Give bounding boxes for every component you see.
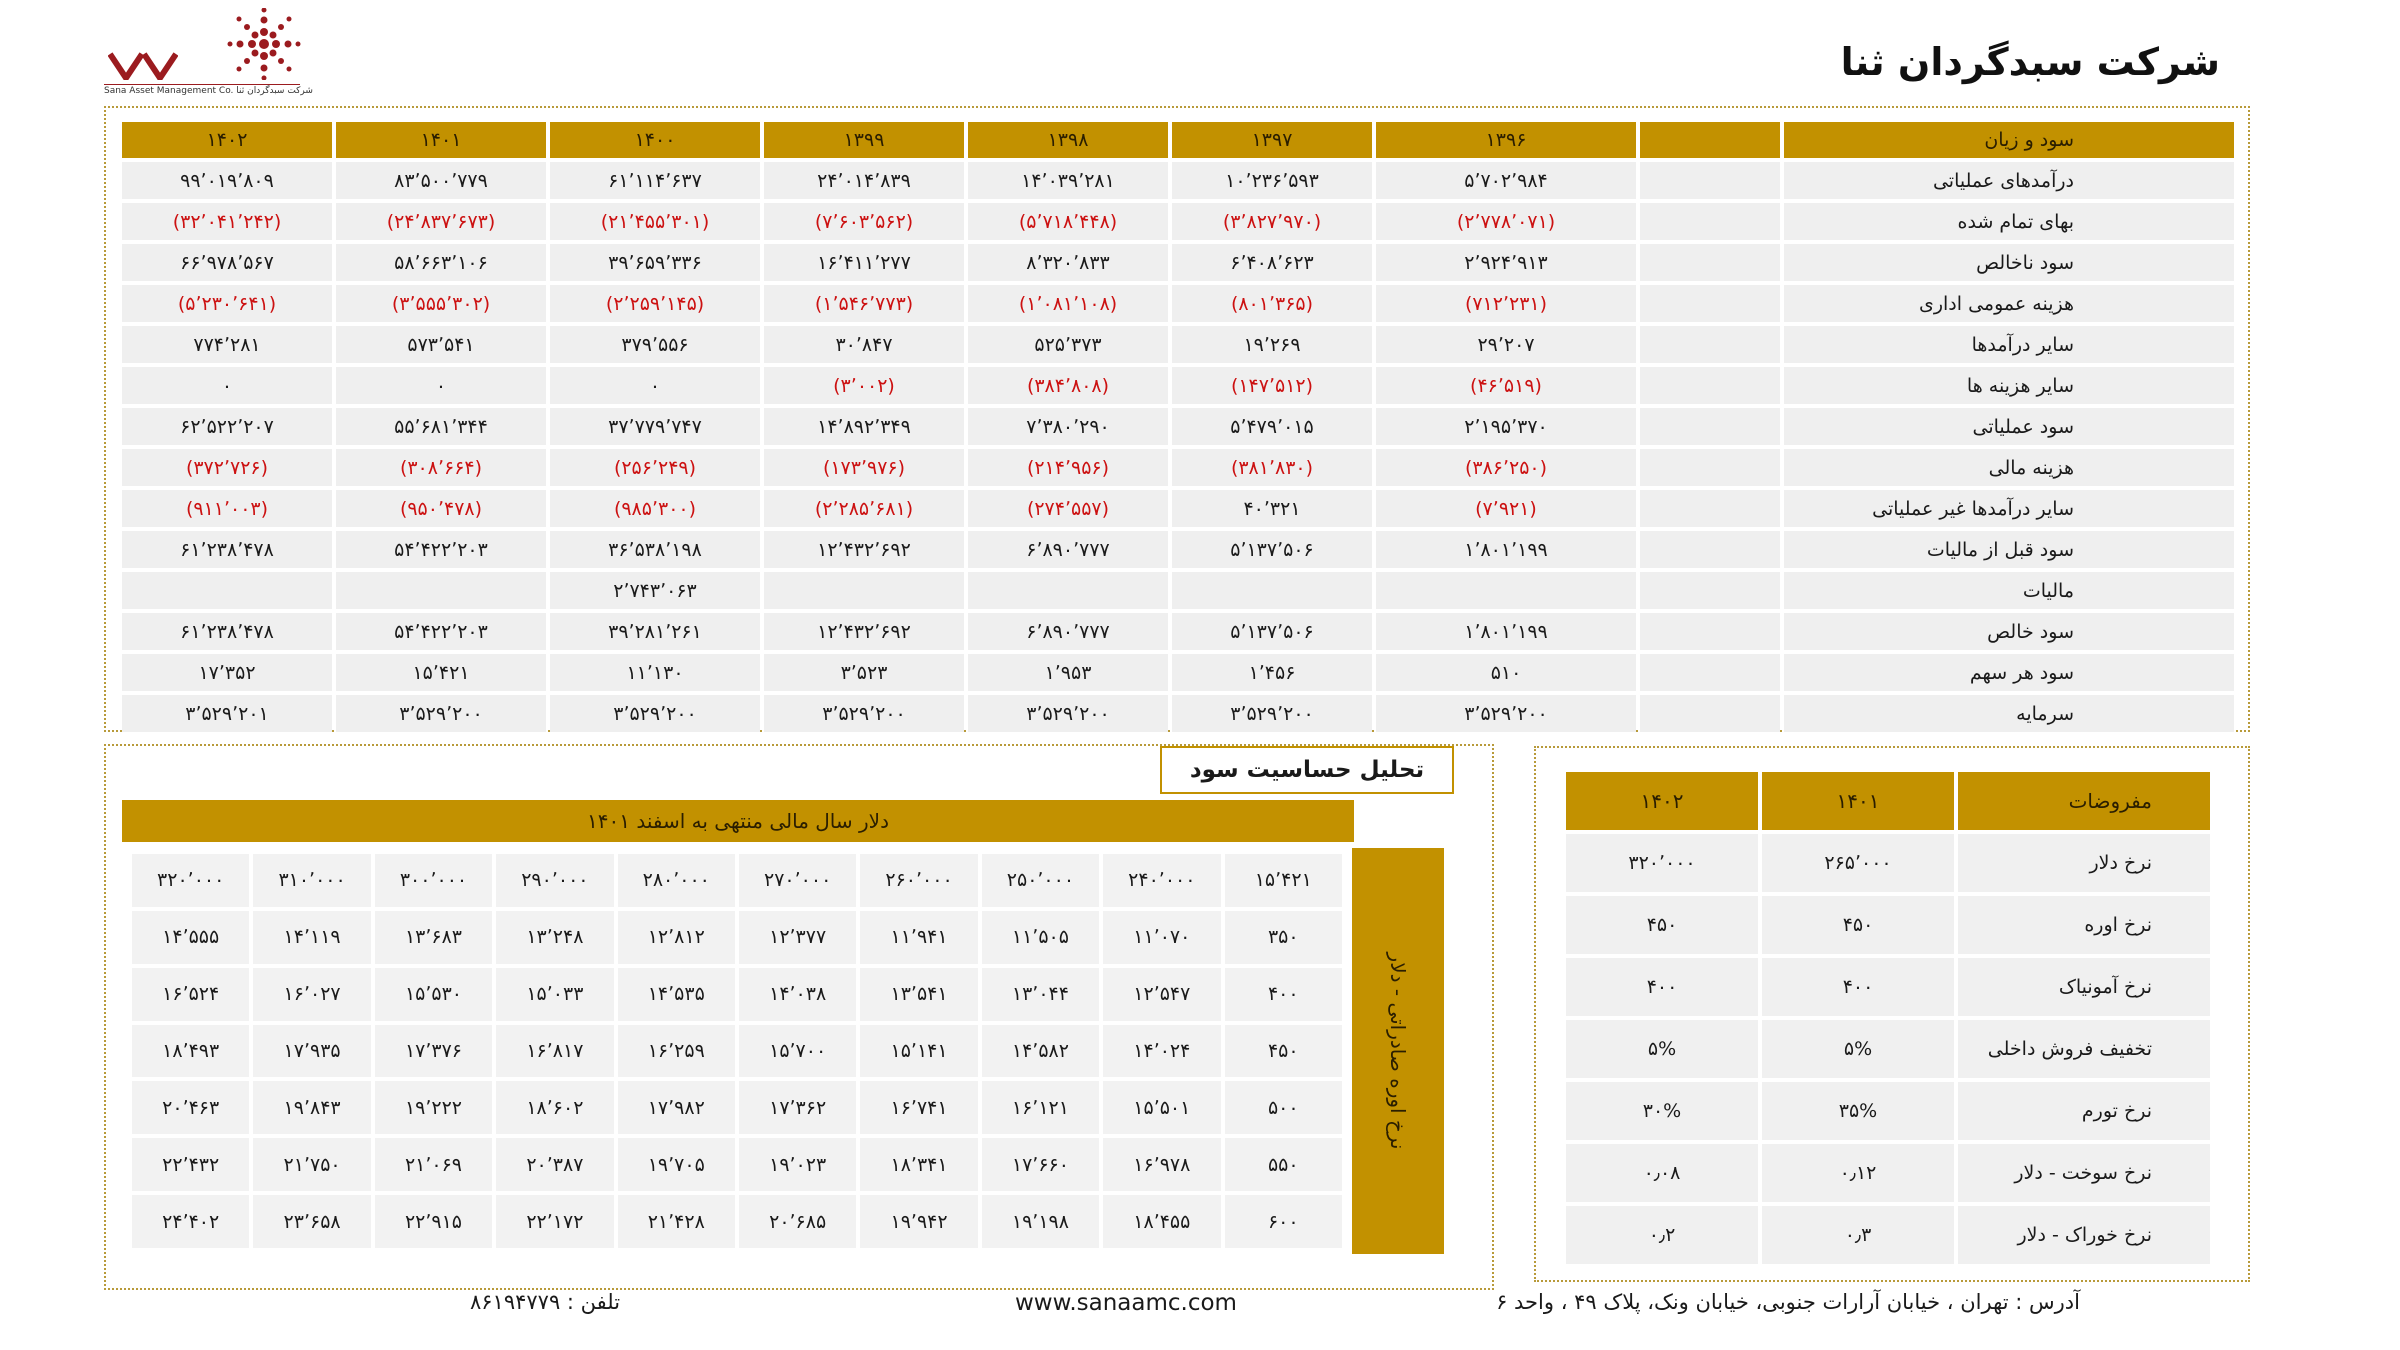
sensitivity-cell: ۱۶٬۰۲۷: [253, 968, 370, 1021]
sensitivity-cell: ۱۹٬۰۲۳: [739, 1138, 856, 1191]
assumption-row: [1566, 1206, 2210, 1264]
profit-loss-cell: ۸۳٬۵۰۰٬۷۷۹: [336, 162, 546, 199]
profit-loss-cell: [968, 572, 1168, 609]
sensitivity-cell: ۲۲٬۹۱۵: [375, 1195, 492, 1248]
year-header: ۱۳۹۸: [968, 122, 1168, 158]
profit-loss-row: [122, 326, 2234, 363]
assumption-value: ۳۰%: [1566, 1082, 1758, 1140]
profit-loss-cell: [1376, 572, 1636, 609]
profit-loss-cell: ۱۴٬۰۳۹٬۲۸۱: [968, 162, 1168, 199]
sensitivity-cell: ۱۴٬۵۵۵: [132, 911, 249, 964]
sensitivity-row: [132, 911, 1342, 964]
sensitivity-cell: ۲۰٬۶۸۵: [739, 1195, 856, 1248]
profit-loss-row-label: هزینه عمومی اداری: [1784, 285, 2234, 322]
sensitivity-cell: ۱۹٬۷۰۵: [618, 1138, 735, 1191]
profit-loss-blank-cell: [1640, 244, 1780, 281]
profit-loss-blank-cell: [1640, 162, 1780, 199]
profit-loss-cell: (۲۱۴٬۹۵۶): [968, 449, 1168, 486]
sensitivity-cell: ۱۷٬۹۸۲: [618, 1081, 735, 1134]
profit-loss-cell: ۲٬۹۲۴٬۹۱۳: [1376, 244, 1636, 281]
profit-loss-row: [122, 367, 2234, 404]
profit-loss-cell: ۴۰٬۳۲۱: [1172, 490, 1372, 527]
assumption-value: ۳۲۰٬۰۰۰: [1566, 834, 1758, 892]
sensitivity-row: [132, 1138, 1342, 1191]
profit-loss-cell: ۳۹٬۶۵۹٬۳۳۶: [550, 244, 760, 281]
assumption-row: [1566, 958, 2210, 1016]
profit-loss-row-label: سایر درآمدها غیر عملیاتی: [1784, 490, 2234, 527]
sensitivity-cell: ۲۵۰٬۰۰۰: [982, 854, 1099, 907]
sensitivity-cell: ۱۶٬۸۱۷: [496, 1025, 613, 1078]
assumption-row: [1566, 896, 2210, 954]
sensitivity-cell: ۱۷٬۶۶۰: [982, 1138, 1099, 1191]
sensitivity-cell: ۱۴٬۰۲۴: [1103, 1025, 1220, 1078]
profit-loss-row-label: سایر درآمدها: [1784, 326, 2234, 363]
profit-loss-cell: ۵٬۴۷۹٬۰۱۵: [1172, 408, 1372, 445]
profit-loss-row: [122, 490, 2234, 527]
sensitivity-cell: ۱۵٬۵۰۱: [1103, 1081, 1220, 1134]
profit-loss-row: [122, 654, 2234, 691]
sensitivity-row: [132, 1025, 1342, 1078]
assumption-label: نرخ خوراک - دلار: [1958, 1206, 2210, 1264]
profit-loss-blank-cell: [1640, 326, 1780, 363]
assumption-value: ۵%: [1762, 1020, 1954, 1078]
sensitivity-cell: ۱۲٬۳۷۷: [739, 911, 856, 964]
profit-loss-cell: (۲٬۲۸۵٬۶۸۱): [764, 490, 964, 527]
profit-loss-cell: ۲۴٬۰۱۴٬۸۳۹: [764, 162, 964, 199]
profit-loss-cell: [764, 572, 964, 609]
profit-loss-cell: ۳٬۵۲۹٬۲۰۰: [1172, 695, 1372, 732]
profit-loss-cell: (۲٬۲۵۹٬۱۴۵): [550, 285, 760, 322]
year-header: ۱۴۰۱: [336, 122, 546, 158]
profit-loss-cell: (۳۸۱٬۸۳۰): [1172, 449, 1372, 486]
sensitivity-cell: ۳۲۰٬۰۰۰: [132, 854, 249, 907]
assumption-value: ۴۵۰: [1762, 896, 1954, 954]
sensitivity-cell: ۱۸٬۶۰۲: [496, 1081, 613, 1134]
sensitivity-cell: ۲۸۰٬۰۰۰: [618, 854, 735, 907]
assumption-row: [1566, 1020, 2210, 1078]
assumptions-table: [1562, 768, 2214, 1268]
profit-loss-cell: ۳۹٬۲۸۱٬۲۶۱: [550, 613, 760, 650]
profit-loss-cell: (۱٬۵۴۶٬۷۷۳): [764, 285, 964, 322]
profit-loss-cell: (۹۱۱٬۰۰۳): [122, 490, 332, 527]
profit-loss-cell: ۰: [122, 367, 332, 404]
profit-loss-cell: (۴۶٬۵۱۹): [1376, 367, 1636, 404]
profit-loss-cell: ۳٬۵۲۹٬۲۰۰: [550, 695, 760, 732]
profit-loss-row: [122, 613, 2234, 650]
profit-loss-cell: ۵۷۳٬۵۴۱: [336, 326, 546, 363]
profit-loss-blank-cell: [1640, 572, 1780, 609]
sensitivity-cell: ۵۰۰: [1225, 1081, 1342, 1134]
profit-loss-cell: ۱۶٬۴۱۱٬۲۷۷: [764, 244, 964, 281]
profit-loss-blank-cell: [1640, 285, 1780, 322]
profit-loss-cell: [1172, 572, 1372, 609]
sensitivity-row: [132, 1195, 1342, 1248]
profit-loss-blank-cell: [1640, 203, 1780, 240]
profit-loss-cell: ۱۷٬۳۵۲: [122, 654, 332, 691]
year-header: ۱۴۰۲: [122, 122, 332, 158]
sensitivity-cell: ۴۵۰: [1225, 1025, 1342, 1078]
sensitivity-cell: ۲۹۰٬۰۰۰: [496, 854, 613, 907]
profit-loss-cell: (۲۷۴٬۵۵۷): [968, 490, 1168, 527]
profit-loss-cell: ۰: [550, 367, 760, 404]
sensitivity-title: تحلیل حساسیت سود: [1160, 746, 1454, 794]
profit-loss-cell: ۱۱٬۱۳۰: [550, 654, 760, 691]
sensitivity-cell: ۱۷٬۳۷۶: [375, 1025, 492, 1078]
profit-loss-cell: ۳۷٬۷۷۹٬۷۴۷: [550, 408, 760, 445]
profit-loss-cell: ۳٬۵۲۹٬۲۰۱: [122, 695, 332, 732]
sensitivity-cell: ۲۲٬۴۳۲: [132, 1138, 249, 1191]
profit-loss-cell: ۳٬۵۲۹٬۲۰۰: [336, 695, 546, 732]
profit-loss-blank-cell: [1640, 449, 1780, 486]
profit-loss-header-row: [122, 122, 2234, 158]
profit-loss-cell: ۶٬۴۰۸٬۶۲۳: [1172, 244, 1372, 281]
blank-header: [1640, 122, 1780, 158]
profit-loss-cell: ۱۵٬۴۲۱: [336, 654, 546, 691]
profit-loss-row: [122, 531, 2234, 568]
profit-loss-cell: ۵٬۷۰۲٬۹۸۴: [1376, 162, 1636, 199]
profit-loss-cell: (۷٬۶۰۳٬۵۶۲): [764, 203, 964, 240]
assumption-row: [1566, 1082, 2210, 1140]
profit-loss-row-label: سود عملیاتی: [1784, 408, 2234, 445]
sensitivity-cell: ۲۴۰٬۰۰۰: [1103, 854, 1220, 907]
profit-loss-cell: ۱۴٬۸۹۲٬۳۴۹: [764, 408, 964, 445]
profit-loss-blank-cell: [1640, 531, 1780, 568]
profit-loss-cell: ۶٬۸۹۰٬۷۷۷: [968, 531, 1168, 568]
profit-loss-cell: ۹۹٬۰۱۹٬۸۰۹: [122, 162, 332, 199]
profit-loss-cell: ۱٬۸۰۱٬۱۹۹: [1376, 613, 1636, 650]
sensitivity-cell: ۱۵٬۷۰۰: [739, 1025, 856, 1078]
profit-loss-cell: [122, 572, 332, 609]
logo-divider: [104, 84, 300, 85]
profit-loss-row: [122, 285, 2234, 322]
profit-loss-blank-cell: [1640, 490, 1780, 527]
assumption-label: نرخ تورم: [1958, 1082, 2210, 1140]
profit-loss-cell: ۵٬۱۳۷٬۵۰۶: [1172, 531, 1372, 568]
assumption-value: ۴۰۰: [1566, 958, 1758, 1016]
year-header: ۱۳۹۷: [1172, 122, 1372, 158]
sensitivity-cell: ۱۶٬۹۷۸: [1103, 1138, 1220, 1191]
sensitivity-cell: ۲۷۰٬۰۰۰: [739, 854, 856, 907]
profit-loss-row-label: سود قبل از مالیات: [1784, 531, 2234, 568]
profit-loss-row-label: درآمدهای عملیاتی: [1784, 162, 2234, 199]
sensitivity-cell: ۲۰٬۴۶۳: [132, 1081, 249, 1134]
profit-loss-cell: ۲۹٬۲۰۷: [1376, 326, 1636, 363]
profit-loss-table: [118, 118, 2238, 736]
assumption-value: ۴۰۰: [1762, 958, 1954, 1016]
sensitivity-cell: ۱۱٬۰۷۰: [1103, 911, 1220, 964]
profit-loss-row-label: مالیات: [1784, 572, 2234, 609]
sensitivity-cell: ۲۴٬۴۰۲: [132, 1195, 249, 1248]
sensitivity-cell: ۱۱٬۹۴۱: [860, 911, 977, 964]
sensitivity-cell: ۱۶٬۵۲۴: [132, 968, 249, 1021]
sensitivity-cell: ۱۵٬۵۳۰: [375, 968, 492, 1021]
profit-loss-cell: (۱۴۷٬۵۱۲): [1172, 367, 1372, 404]
assumption-label: نرخ اوره: [1958, 896, 2210, 954]
sensitivity-grid: [128, 850, 1346, 1252]
profit-loss-row-label: سود خالص: [1784, 613, 2234, 650]
profit-loss-cell: ۱٬۴۵۶: [1172, 654, 1372, 691]
sensitivity-cell: ۱۹٬۸۴۳: [253, 1081, 370, 1134]
profit-loss-row-label: سود ناخالص: [1784, 244, 2234, 281]
profit-loss-row-label: سود هر سهم: [1784, 654, 2234, 691]
profit-loss-cell: ۶۶٬۹۷۸٬۵۶۷: [122, 244, 332, 281]
profit-loss-cell: [336, 572, 546, 609]
assumption-value: ۳۵%: [1762, 1082, 1954, 1140]
assumption-value: ۰٫۱۲: [1762, 1144, 1954, 1202]
profit-loss-cell: ۱۰٬۲۳۶٬۵۹۳: [1172, 162, 1372, 199]
profit-loss-cell: ۶۲٬۵۲۲٬۲۰۷: [122, 408, 332, 445]
sensitivity-cell: ۲۶۰٬۰۰۰: [860, 854, 977, 907]
sensitivity-cell: ۱۸٬۳۴۱: [860, 1138, 977, 1191]
sensitivity-cell: ۱۱٬۵۰۵: [982, 911, 1099, 964]
sensitivity-cell: ۱۸٬۴۹۳: [132, 1025, 249, 1078]
profit-loss-cell: (۳۷۲٬۷۲۶): [122, 449, 332, 486]
assumption-row: [1566, 834, 2210, 892]
sensitivity-cell: ۱۶٬۲۵۹: [618, 1025, 735, 1078]
assumption-value: ۲۶۵٬۰۰۰: [1762, 834, 1954, 892]
profit-loss-cell: ۷۷۴٬۲۸۱: [122, 326, 332, 363]
year-header: ۱۳۹۹: [764, 122, 964, 158]
assumptions-header-row: [1566, 772, 2210, 830]
sensitivity-cell: ۲۱٬۷۵۰: [253, 1138, 370, 1191]
profit-loss-blank-cell: [1640, 695, 1780, 732]
assumptions-title: مفروضات: [1958, 772, 2210, 830]
sensitivity-cell: ۳۵۰: [1225, 911, 1342, 964]
sensitivity-cell: ۱۴٬۵۸۲: [982, 1025, 1099, 1078]
logo-monogram-icon: [108, 50, 178, 80]
profit-loss-cell: ۱٬۹۵۳: [968, 654, 1168, 691]
profit-loss-cell: ۵۴٬۴۲۲٬۲۰۳: [336, 613, 546, 650]
footer-phone: تلفن : ۸۶۱۹۴۷۷۹: [470, 1290, 621, 1314]
profit-loss-cell: (۳٬۸۲۷٬۹۷۰): [1172, 203, 1372, 240]
profit-loss-cell: (۵٬۷۱۸٬۴۴۸): [968, 203, 1168, 240]
sensitivity-cell: ۱۲٬۵۴۷: [1103, 968, 1220, 1021]
sensitivity-cell: ۱۳٬۰۴۴: [982, 968, 1099, 1021]
profit-loss-blank-cell: [1640, 654, 1780, 691]
profit-loss-cell: (۷۱۲٬۲۳۱): [1376, 285, 1636, 322]
sensitivity-cell: ۱۹٬۲۲۲: [375, 1081, 492, 1134]
sensitivity-row: [132, 1081, 1342, 1134]
sensitivity-cell: ۴۰۰: [1225, 968, 1342, 1021]
profit-loss-cell: ۱٬۸۰۱٬۱۹۹: [1376, 531, 1636, 568]
sensitivity-cell: ۱۳٬۶۸۳: [375, 911, 492, 964]
profit-loss-cell: ۶۱٬۲۳۸٬۴۷۸: [122, 531, 332, 568]
profit-loss-cell: ۱۲٬۴۳۲٬۶۹۲: [764, 613, 964, 650]
sensitivity-row-header: [1352, 848, 1444, 1254]
profit-loss-cell: (۱٬۰۸۱٬۱۰۸): [968, 285, 1168, 322]
assumption-row: [1566, 1144, 2210, 1202]
sensitivity-cell: ۳۰۰٬۰۰۰: [375, 854, 492, 907]
assumption-year-header: ۱۴۰۱: [1762, 772, 1954, 830]
profit-loss-cell: ۵۱۰: [1376, 654, 1636, 691]
profit-loss-cell: ۳٬۵۲۹٬۲۰۰: [1376, 695, 1636, 732]
profit-loss-row-label: هزینه مالی: [1784, 449, 2234, 486]
profit-loss-cell: ۵۸٬۶۶۳٬۱۰۶: [336, 244, 546, 281]
sensitivity-cell: ۱۵٬۱۴۱: [860, 1025, 977, 1078]
profit-loss-cell: ۶۱٬۱۱۴٬۶۳۷: [550, 162, 760, 199]
company-title: شرکت سبدگردان ثنا: [1840, 40, 2220, 84]
sensitivity-cell: ۱۹٬۹۴۲: [860, 1195, 977, 1248]
assumption-label: نرخ آمونیاک: [1958, 958, 2210, 1016]
profit-loss-cell: ۳۷۹٬۵۵۶: [550, 326, 760, 363]
profit-loss-cell: (۵٬۲۳۰٬۶۴۱): [122, 285, 332, 322]
profit-loss-cell: ۲٬۷۴۳٬۰۶۳: [550, 572, 760, 609]
assumption-value: ۰٫۲: [1566, 1206, 1758, 1264]
profit-loss-cell: (۲۵۶٬۲۴۹): [550, 449, 760, 486]
assumption-label: نرخ دلار: [1958, 834, 2210, 892]
sensitivity-cell: ۲۰٬۳۸۷: [496, 1138, 613, 1191]
sensitivity-row: [132, 968, 1342, 1021]
sensitivity-cell: ۲۱٬۴۲۸: [618, 1195, 735, 1248]
profit-loss-blank-cell: [1640, 613, 1780, 650]
profit-loss-blank-cell: [1640, 408, 1780, 445]
logo-subtext: Sana Asset Management Co. شرکت سبدگردان ثنا: [104, 86, 313, 96]
profit-loss-title: سود و زیان: [1784, 122, 2234, 158]
profit-loss-cell: ۳۰٬۸۴۷: [764, 326, 964, 363]
profit-loss-row: [122, 572, 2234, 609]
profit-loss-cell: (۸۰۱٬۳۶۵): [1172, 285, 1372, 322]
sensitivity-cell: ۲۲٬۱۷۲: [496, 1195, 613, 1248]
sensitivity-cell: ۶۰۰: [1225, 1195, 1342, 1248]
profit-loss-cell: ۷٬۳۸۰٬۲۹۰: [968, 408, 1168, 445]
profit-loss-row: [122, 449, 2234, 486]
profit-loss-row: [122, 162, 2234, 199]
profit-loss-cell: (۹۸۵٬۳۰۰): [550, 490, 760, 527]
sensitivity-cell: ۱۷٬۹۳۵: [253, 1025, 370, 1078]
sensitivity-cell: ۱۴٬۱۱۹: [253, 911, 370, 964]
profit-loss-row-label: سرمایه: [1784, 695, 2234, 732]
profit-loss-row: [122, 203, 2234, 240]
profit-loss-cell: (۳۲٬۰۴۱٬۲۴۲): [122, 203, 332, 240]
sensitivity-cell: ۱۵٬۴۲۱: [1225, 854, 1342, 907]
assumption-year-header: ۱۴۰۲: [1566, 772, 1758, 830]
year-header: ۱۴۰۰: [550, 122, 760, 158]
sensitivity-cell: ۱۶٬۱۲۱: [982, 1081, 1099, 1134]
assumption-label: نرخ سوخت - دلار: [1958, 1144, 2210, 1202]
profit-loss-cell: ۰: [336, 367, 546, 404]
profit-loss-cell: ۵۴٬۴۲۲٬۲۰۳: [336, 531, 546, 568]
profit-loss-cell: ۸٬۳۲۰٬۸۳۳: [968, 244, 1168, 281]
sensitivity-cell: ۳۱۰٬۰۰۰: [253, 854, 370, 907]
profit-loss-cell: ۳٬۵۲۹٬۲۰۰: [968, 695, 1168, 732]
profit-loss-cell: ۳٬۵۲۳: [764, 654, 964, 691]
profit-loss-row: [122, 408, 2234, 445]
sensitivity-cell: ۲۳٬۶۵۸: [253, 1195, 370, 1248]
profit-loss-cell: ۶٬۸۹۰٬۷۷۷: [968, 613, 1168, 650]
sensitivity-row: [132, 854, 1342, 907]
sensitivity-column-header: دلار سال مالی منتهی به اسفند ۱۴۰۱: [122, 800, 1354, 842]
profit-loss-cell: (۳٬۵۵۵٬۳۰۲): [336, 285, 546, 322]
logo-flower-icon: [224, 8, 304, 80]
profit-loss-row: [122, 695, 2234, 732]
sensitivity-cell: ۱۳٬۲۴۸: [496, 911, 613, 964]
sensitivity-cell: ۱۳٬۵۴۱: [860, 968, 977, 1021]
profit-loss-cell: (۲٬۷۷۸٬۰۷۱): [1376, 203, 1636, 240]
sensitivity-cell: ۱۹٬۱۹۸: [982, 1195, 1099, 1248]
profit-loss-cell: ۶۱٬۲۳۸٬۴۷۸: [122, 613, 332, 650]
assumption-value: ۰٫۳: [1762, 1206, 1954, 1264]
profit-loss-cell: ۳٬۵۲۹٬۲۰۰: [764, 695, 964, 732]
assumption-value: ۴۵۰: [1566, 896, 1758, 954]
profit-loss-cell: ۵۲۵٬۳۷۳: [968, 326, 1168, 363]
profit-loss-cell: (۲۴٬۸۳۷٬۶۷۳): [336, 203, 546, 240]
sensitivity-cell: ۱۸٬۴۵۵: [1103, 1195, 1220, 1248]
profit-loss-blank-cell: [1640, 367, 1780, 404]
sensitivity-cell: ۱۵٬۰۳۳: [496, 968, 613, 1021]
profit-loss-cell: (۱۷۳٬۹۷۶): [764, 449, 964, 486]
sensitivity-cell: ۱۴٬۵۳۵: [618, 968, 735, 1021]
profit-loss-cell: (۳۰۸٬۶۶۴): [336, 449, 546, 486]
profit-loss-cell: ۱۹٬۲۶۹: [1172, 326, 1372, 363]
profit-loss-cell: ۳۶٬۵۳۸٬۱۹۸: [550, 531, 760, 568]
profit-loss-cell: ۵٬۱۳۷٬۵۰۶: [1172, 613, 1372, 650]
profit-loss-cell: (۳٬۰۰۲): [764, 367, 964, 404]
sensitivity-cell: ۲۱٬۰۶۹: [375, 1138, 492, 1191]
logo-mark: [108, 50, 178, 87]
sensitivity-cell: ۱۷٬۳۶۲: [739, 1081, 856, 1134]
profit-loss-cell: (۳۸۴٬۸۰۸): [968, 367, 1168, 404]
footer-address: آدرس : تهران ، خیابان آرارات جنوبی، خیابان ونک، پلاک ۴۹ ، واحد ۶: [1496, 1290, 2080, 1314]
sensitivity-cell: ۱۴٬۰۳۸: [739, 968, 856, 1021]
footer-website-link[interactable]: www.sanaamc.com: [1015, 1290, 1237, 1316]
assumption-label: تخفیف فروش داخلی: [1958, 1020, 2210, 1078]
sensitivity-cell: ۱۶٬۷۴۱: [860, 1081, 977, 1134]
sensitivity-row-header-label: نرخ اوره صادراتی - دلار: [1386, 952, 1410, 1150]
sensitivity-cell: ۵۵۰: [1225, 1138, 1342, 1191]
profit-loss-cell: (۹۵۰٬۴۷۸): [336, 490, 546, 527]
profit-loss-cell: (۳۸۶٬۲۵۰): [1376, 449, 1636, 486]
assumption-value: ۵%: [1566, 1020, 1758, 1078]
profit-loss-cell: ۲٬۱۹۵٬۳۷۰: [1376, 408, 1636, 445]
profit-loss-row-label: سایر هزینه ها: [1784, 367, 2234, 404]
profit-loss-row: [122, 244, 2234, 281]
assumption-value: ۰٫۰۸: [1566, 1144, 1758, 1202]
year-header: ۱۳۹۶: [1376, 122, 1636, 158]
profit-loss-row-label: بهای تمام شده: [1784, 203, 2234, 240]
profit-loss-cell: (۷٬۹۲۱): [1376, 490, 1636, 527]
profit-loss-cell: (۲۱٬۴۵۵٬۳۰۱): [550, 203, 760, 240]
profit-loss-cell: ۱۲٬۴۳۲٬۶۹۲: [764, 531, 964, 568]
profit-loss-cell: ۵۵٬۶۸۱٬۳۴۴: [336, 408, 546, 445]
sensitivity-cell: ۱۲٬۸۱۲: [618, 911, 735, 964]
